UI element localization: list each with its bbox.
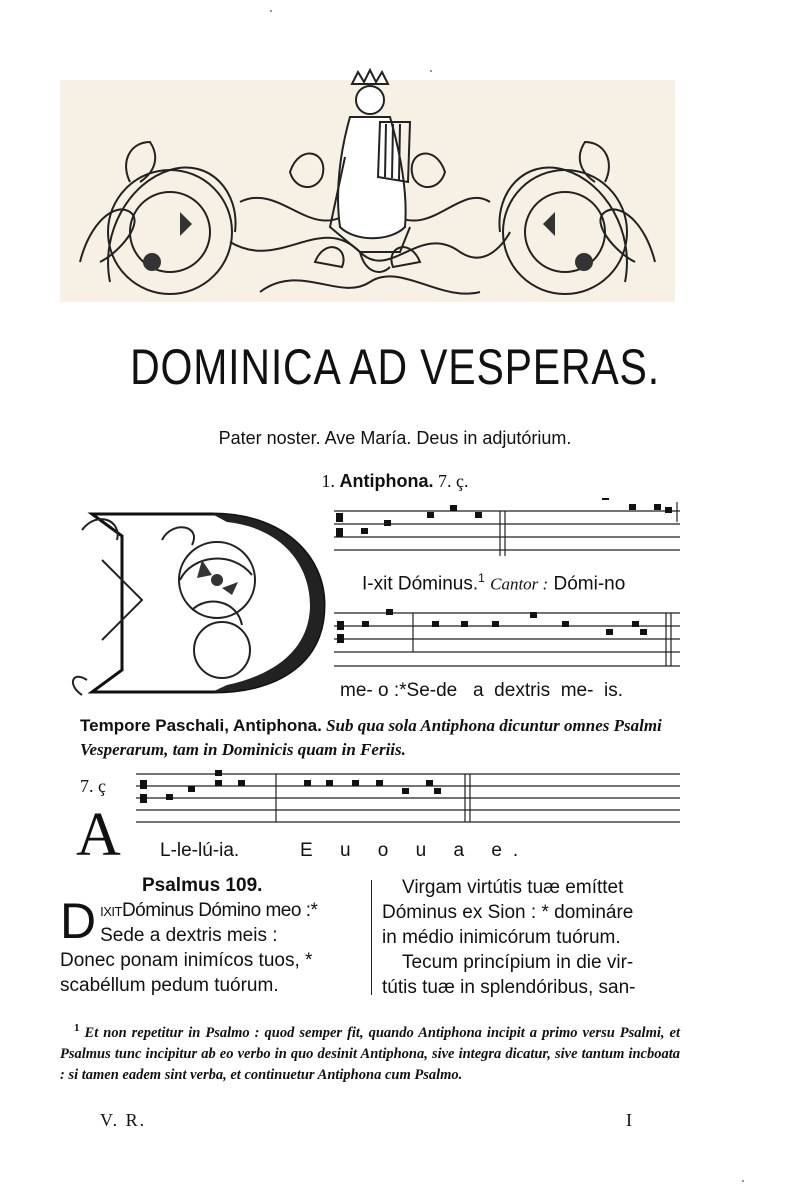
page-title: DOMINICA AD VESPERAS. bbox=[130, 339, 660, 395]
cantor-label: Cantor : bbox=[490, 574, 549, 594]
scan-speck bbox=[742, 1180, 744, 1182]
footnote bbox=[60, 1018, 680, 1086]
chant-staff-2 bbox=[334, 608, 680, 672]
signature-mark: V. R. bbox=[100, 1110, 147, 1130]
psalm-right-line-1: Virgam virtútis tuæ emíttet bbox=[402, 877, 624, 898]
chant-staff-3 bbox=[136, 770, 680, 834]
chant-staff-1 bbox=[334, 498, 680, 562]
tempore-note: Sub qua sola Antiphona dicuntur omnes Psalmi Vesperarum, tam in Dominicis quam in Feriis. bbox=[80, 716, 662, 759]
opening-prayers: Pater noster. Ave María. Deus in adjutórium. bbox=[218, 428, 572, 448]
chant-lyrics-line-1: I-xit Dóminus.$^1$ Cantor : Dómi-no bbox=[362, 571, 626, 595]
page-number: I bbox=[626, 1110, 632, 1130]
antiphona-label: Antiphona. bbox=[339, 471, 434, 491]
chant-lyrics-alleluia: L-le-lú-ia. bbox=[160, 840, 240, 861]
illuminated-initial-d bbox=[62, 500, 334, 700]
initial-letter-a: A bbox=[76, 801, 121, 869]
psalm-right-line-5: tútis tuæ in splendóribus, san- bbox=[382, 977, 636, 998]
scan-speck bbox=[430, 70, 432, 72]
chant-euouae: E u o u a e. bbox=[300, 840, 530, 861]
psalm-line-2: Sede a dextris meis : bbox=[100, 925, 278, 946]
antiphona-mode: 7. ç. bbox=[437, 471, 469, 491]
antiphona-heading bbox=[0, 471, 790, 492]
footnote-text: Et non repetitur in Psalmo : quod semper fit, quando Antiphona incipit a primo versu Psalmi, et Psalmus tunc incipitur ab eo verbo in quo desinit Antiphona, sive integra dicatur, sive tantum incboata : si tamen eadem sint verba, et continuetur Antiphona cum Psalmo. bbox=[60, 1024, 680, 1083]
psalm-right-line-3: in médio inimicórum tuórum. bbox=[382, 927, 621, 948]
tempore-label: Tempore Paschali, Antiphona. bbox=[80, 716, 322, 735]
psalm-line-3: Donec ponam inimícos tuos, * bbox=[60, 950, 313, 971]
psalm-line-4: scabéllum pedum tuórum. bbox=[60, 975, 279, 996]
tempore-paschali-rubric bbox=[80, 714, 690, 762]
psalm-line-1: ixitDóminus Dómino meo :* bbox=[100, 900, 318, 921]
psalm-initial-d: D bbox=[60, 893, 97, 949]
psalm-right-line-4: Tecum princípium in die vir- bbox=[402, 952, 634, 973]
psalm-title: Psalmus 109. bbox=[142, 875, 263, 896]
antiphona-number: 1. bbox=[321, 471, 335, 491]
scan-speck bbox=[270, 10, 272, 12]
footnote-mark: 1 bbox=[74, 1022, 80, 1034]
psalm-left-column bbox=[60, 893, 365, 998]
chant-lyrics-line-2: me- o :*Se-de a dextris me- is. bbox=[340, 680, 623, 701]
psalm-right-column bbox=[382, 875, 678, 1000]
decorative-headpiece-illustration bbox=[60, 62, 675, 307]
column-divider bbox=[371, 880, 372, 995]
psalm-right-line-2: Dóminus ex Sion : * domináre bbox=[382, 902, 634, 923]
chant-mode-label: 7. ç bbox=[80, 776, 106, 796]
footnote-reference: 1 bbox=[478, 571, 485, 585]
